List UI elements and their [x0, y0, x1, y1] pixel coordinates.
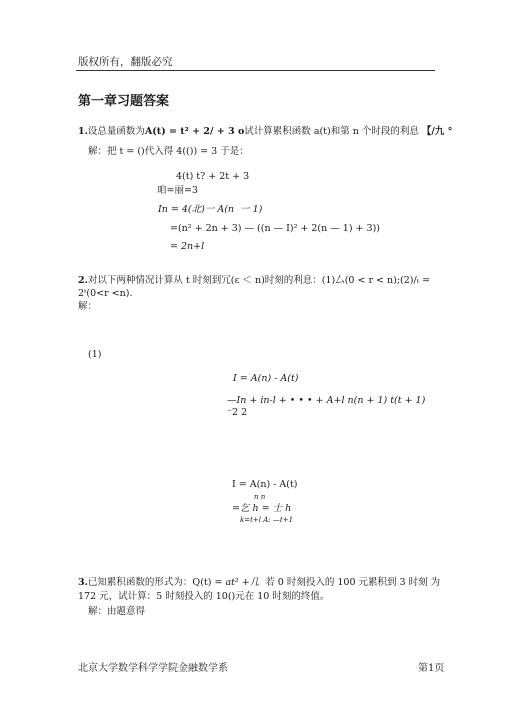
q1-eq5: = 2n+l: [170, 241, 205, 252]
q1-solution-text: 把 t = ()代入得 4(()) = 3 于是：: [107, 146, 249, 157]
q3-text-pre: 已知累积函数的形式为：Q(t) =: [87, 577, 223, 588]
q2-part1-label: (1): [88, 349, 102, 360]
q1-eq4: =(n² + 2n + 3) — ((n — I)² + 2(n — 1) + 3)): [170, 223, 380, 234]
q3-solution-line: 解：由题意得: [88, 606, 146, 617]
q3-text-post: 若 0 时刻投入的 100 元累积到 3 时刻 为: [265, 577, 441, 588]
q3-formula: at² +几: [225, 577, 260, 588]
q2-text: 对以下两种情况计算从 t 时刻到冗(ε ＜ n)时刻的利息：(1)厶(0 < r < n);(2)/ₜ =: [87, 275, 431, 286]
q2-number: 2.: [78, 275, 88, 286]
q1-statement: [78, 126, 452, 138]
q1-eq2: 咱=丽=3: [157, 185, 198, 196]
header-rule: [76, 70, 435, 71]
q2-eqB1: I = A(n) - A(t): [232, 479, 298, 490]
q1-formula: A(t) = t² + 2/ + 3 o: [144, 126, 245, 137]
q1-eq1: 4(t) t? + 2t + 3: [176, 171, 250, 182]
chapter-title: 第一章习题答案: [78, 94, 170, 109]
page-header: 版权所有，翻版必究: [78, 56, 173, 68]
q1-number: 1.: [78, 126, 88, 137]
q1-eq3-pre: In = 4(北)一 A(n: [158, 204, 235, 215]
q2-eqB-sup: n n: [254, 493, 266, 501]
footer-department: 北京大学数学科学学院金融数学系: [78, 663, 228, 674]
q2-eqA2: —In + in-l + • • • + A+l n(n + 1) t(t + 1): [227, 395, 426, 406]
q3-number: 3.: [78, 577, 88, 588]
footer-page-number: 第1页: [418, 663, 445, 674]
q3-statement-line1: [78, 577, 440, 589]
q1-eq3-post: 一 1): [240, 204, 263, 215]
q2-eqB-sub: k=t+l A: —t+1: [240, 516, 294, 524]
q2-statement-line1: [78, 275, 430, 287]
q1-solution-label: 解：: [88, 146, 108, 157]
q1-text-pre: 设总量函数为: [87, 126, 145, 137]
q1-eq3: [158, 204, 262, 216]
q2-solution-label: 解：: [78, 301, 98, 312]
q2-statement-line2: 2ᵗ(0<r <n).: [78, 288, 133, 299]
q1-text-post: 试计算累积函数 a(t)和第 n 个时段的利息: [244, 126, 419, 137]
q1-solution-line: [88, 146, 249, 158]
q3-statement-line2: 172 元，试计算：5 时刻投入的 10()元在 10 时刻的终值。: [78, 591, 330, 602]
q1-tail: 【/九 °: [421, 126, 453, 137]
q2-eqA1: I = A(n) - A(t): [233, 373, 299, 384]
q2-eqA3: ⁻2 2: [227, 407, 248, 418]
q2-eqB2: =乞 h = 士 h: [232, 503, 292, 514]
